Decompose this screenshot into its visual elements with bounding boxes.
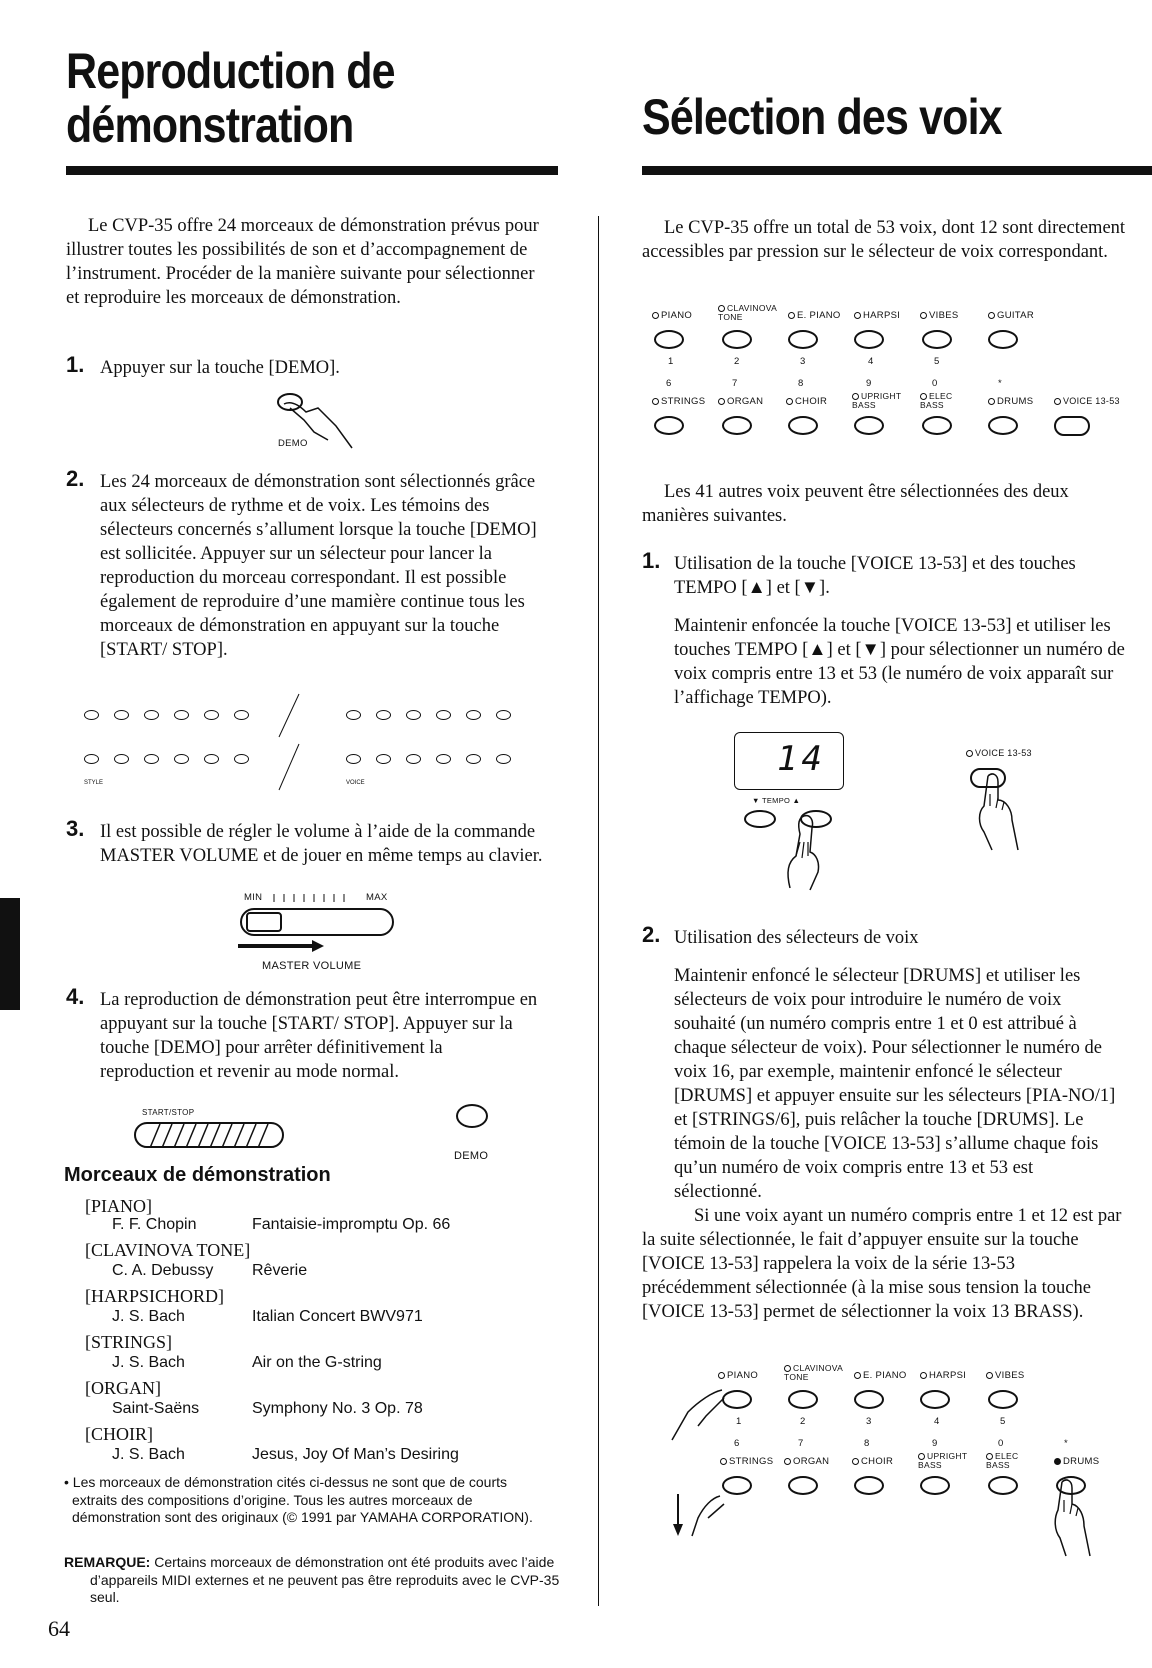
- voice-led-label: ELEC BASS: [986, 1451, 1019, 1470]
- right-title: Sélection des voix: [642, 89, 1002, 145]
- tempo-press-hand-icon: [776, 812, 836, 892]
- style-button[interactable]: [144, 754, 159, 764]
- song-piece: Symphony No. 3 Op. 78: [252, 1400, 423, 1417]
- voice-label: VOICE: [346, 780, 365, 786]
- style-button[interactable]: [234, 710, 249, 720]
- songs-note: • Les morceaux de démonstration cités ci-dessus ne sont que de courts extraits des compositions d’origine. Tous les autres morceaux de démonstration sont des originaux (© 1991 par YAMAHA CORPORATION).: [64, 1474, 533, 1525]
- volume-slider-knob[interactable]: [246, 912, 282, 932]
- voice-button[interactable]: [346, 754, 361, 764]
- voice-led-label: HARPSI: [854, 310, 900, 321]
- style-button[interactable]: [174, 754, 189, 764]
- led-indicator: [986, 1372, 993, 1379]
- voice-button[interactable]: [376, 710, 391, 720]
- voice-button[interactable]: [406, 754, 421, 764]
- song-composer: J. S. Bach: [112, 1354, 185, 1371]
- voice-led-label: VIBES: [986, 1370, 1025, 1381]
- volume-scale-ticks: [272, 894, 352, 904]
- left-title-line1: Reproduction de: [66, 43, 395, 99]
- method-1-title: Utilisation de la touche [VOICE 13-53] et des touches TEMPO [▲] et [▼].: [674, 554, 1076, 598]
- method-2-text-2: Si une voix ayant un numéro compris entre 1 et 12 est par la suite sélectionnée, le fait d’appuyer ensuite sur la touche [VOICE 13-53] rappelera la voix de la série 13-53 précédemment sélectionnée (à la mise sous tension la touche [VOICE 13-53] permet de sélectionner la voix 13 BRASS).: [642, 1206, 1122, 1322]
- voice-led-label: ORGAN: [784, 1456, 829, 1467]
- voice-number: 2: [734, 356, 740, 367]
- remark: [64, 1554, 570, 1607]
- song-category: [HARPSICHORD]: [85, 1286, 225, 1306]
- voice-number: 0: [932, 378, 938, 389]
- voice-button-strings[interactable]: [654, 416, 684, 435]
- demo-button-label: DEMO: [454, 1150, 489, 1162]
- voice-led-label: PIANO: [718, 1370, 758, 1381]
- step-3-number: 3.: [66, 816, 85, 841]
- voice-led-label: ORGAN: [718, 396, 763, 407]
- song-composer: C. A. Debussy: [112, 1262, 214, 1279]
- led-indicator: [652, 312, 659, 319]
- style-button[interactable]: [114, 710, 129, 720]
- led-indicator: [988, 312, 995, 319]
- finger-press-hand-icon: [668, 1378, 728, 1538]
- voice-button[interactable]: [496, 710, 511, 720]
- song-composer: J. S. Bach: [112, 1446, 185, 1463]
- voice-number: 5: [1000, 1416, 1006, 1427]
- demo-button[interactable]: [456, 1104, 488, 1128]
- song-category: [STRINGS]: [85, 1332, 173, 1352]
- voice-button-clavinova[interactable]: [722, 330, 752, 349]
- led-indicator: [788, 312, 795, 319]
- tempo-label: ▼ TEMPO ▲: [752, 796, 801, 805]
- step-1-number: 1.: [66, 352, 85, 377]
- left-title: [66, 44, 395, 152]
- song-piece: Fantaisie-impromptu Op. 66: [252, 1216, 451, 1233]
- method-1-text: Maintenir enfoncée la touche [VOICE 13-53] et utiliser les touches TEMPO [▲] et [▼] pour sélectionner un numéro de voix compris entre 13 et 53 (le numéro de voix apparaît sur l’affichage TEMPO).: [674, 616, 1125, 708]
- left-title-rule: [66, 166, 558, 175]
- page-number: 64: [48, 1616, 70, 1641]
- voice-number: 2: [800, 1416, 806, 1427]
- song-composer: F. F. Chopin: [112, 1216, 197, 1233]
- led-indicator: [920, 312, 927, 319]
- voice-led-label: UPRIGHT BASS: [918, 1451, 968, 1470]
- led-indicator: [986, 1453, 993, 1460]
- voice-led-label: E. PIANO: [854, 1370, 907, 1381]
- style-button[interactable]: [204, 710, 219, 720]
- voice-number: *: [998, 378, 1002, 389]
- start-stop-label: START/STOP: [142, 1108, 195, 1117]
- voice-button-elec-bass[interactable]: [922, 416, 952, 435]
- other-voices-text: Les 41 autres voix peuvent être sélectionnées des deux manières suivantes.: [642, 482, 1069, 526]
- voice-number: 6: [734, 1438, 740, 1449]
- step-2-number: 2.: [66, 466, 85, 491]
- voice-button[interactable]: [406, 710, 421, 720]
- voice-number: 7: [798, 1438, 804, 1449]
- voice-13-53-led-label: VOICE 13-53: [966, 748, 1032, 758]
- voice-number: 1: [736, 1416, 742, 1427]
- style-button[interactable]: [84, 710, 99, 720]
- method-2-title: Utilisation des sélecteurs de voix: [674, 928, 919, 948]
- songs-heading: Morceaux de démonstration: [64, 1164, 331, 1186]
- voice-button-harpsi[interactable]: [920, 1390, 950, 1409]
- master-volume-diagram: [236, 892, 406, 972]
- voice-button-elec-bass[interactable]: [988, 1476, 1018, 1495]
- drums-press-hand-icon: [1052, 1476, 1102, 1558]
- step-2-text: Les 24 morceaux de démonstration sont sélectionnés grâce aux sélecteurs de rythme et de voix. Les témoins des sélecteurs concernés s’allument lorsque la touche [DEMO] est sollicitée. Appuyer sur un sélecteur pour lancer la reproduction du morceau correspondant. Il est possible également de reproduire d’une mamière continue tous les morceaux de démonstration en appuyant sur la touche [START/ STOP].: [100, 472, 537, 660]
- led-indicator: [852, 393, 859, 400]
- style-label: STYLE: [84, 780, 104, 786]
- voice-led-label: PIANO: [652, 310, 692, 321]
- song-composer: Saint-Saëns: [112, 1400, 200, 1417]
- song-piece: Rêverie: [252, 1262, 308, 1279]
- voice-led-label: CHOIR: [786, 396, 827, 407]
- remark-text: Certains morceaux de démonstration ont été produits avec l’aide d’appareils MIDI externes et ne peuvent pas être reproduits avec le CVP-35 seul.: [90, 1554, 560, 1605]
- song-category: [ORGAN]: [85, 1378, 161, 1398]
- voice-number: 8: [798, 378, 804, 389]
- voice-number: 3: [800, 356, 806, 367]
- voice-number: 8: [864, 1438, 870, 1449]
- voice-press-hand-icon: [972, 770, 1032, 852]
- step-1-text: Appuyer sur la touche [DEMO].: [100, 358, 340, 378]
- led-indicator: [854, 312, 861, 319]
- voice-number: 5: [934, 356, 940, 367]
- voice-button-13-53[interactable]: [1054, 416, 1090, 436]
- song-category: [PIANO]: [85, 1196, 152, 1216]
- voice-led-label: STRINGS: [652, 396, 705, 407]
- volume-min-label: MIN: [244, 892, 263, 903]
- voice-button[interactable]: [346, 710, 361, 720]
- voice-led-label: E. PIANO: [788, 310, 841, 321]
- voice-number: 7: [732, 378, 738, 389]
- voice-led-label: ELEC BASS: [920, 391, 953, 410]
- right-title-rule: [642, 166, 1152, 175]
- style-button[interactable]: [174, 710, 189, 720]
- voice-button[interactable]: [466, 710, 481, 720]
- demo-selector-panel: [84, 692, 544, 792]
- demo-label: DEMO: [278, 438, 308, 449]
- led-indicator: [920, 393, 927, 400]
- voice-number: 4: [934, 1416, 940, 1427]
- voice-number: 9: [866, 378, 872, 389]
- voice-led-label: VIBES: [920, 310, 959, 321]
- led-indicator: [786, 398, 793, 405]
- voice-led-label: DRUMS: [988, 396, 1033, 407]
- step-4-number: 4.: [66, 984, 85, 1009]
- voice-button[interactable]: [466, 754, 481, 764]
- start-stop-button[interactable]: [134, 1122, 284, 1148]
- led-indicator: [854, 1372, 861, 1379]
- voice-led-label: VOICE 13-53: [1054, 396, 1120, 406]
- tempo-display-value: 14: [777, 739, 826, 779]
- song-category: [CHOIR]: [85, 1424, 153, 1444]
- led-indicator: [918, 1453, 925, 1460]
- voice-number: 9: [932, 1438, 938, 1449]
- remark-label: REMARQUE:: [64, 1554, 151, 1570]
- tempo-display: [734, 732, 844, 790]
- step-3-text: Il est possible de régler le volume à l’aide de la commande MASTER VOLUME et de jouer en même temps au clavier.: [100, 822, 543, 866]
- led-indicator: [718, 398, 725, 405]
- voice-led-label: CLAVINOVA TONE: [718, 303, 777, 322]
- voice-led-label: STRINGS: [720, 1456, 773, 1467]
- song-category: [CLAVINOVA TONE]: [85, 1240, 251, 1260]
- voice-led-label: GUITAR: [988, 310, 1034, 321]
- led-indicator: [920, 1372, 927, 1379]
- method-2-number: 2.: [642, 922, 661, 947]
- start-stop-hatch: [136, 1124, 284, 1148]
- voice-number: 3: [866, 1416, 872, 1427]
- style-button[interactable]: [114, 754, 129, 764]
- voice-button[interactable]: [496, 754, 511, 764]
- voice-button-organ[interactable]: [722, 416, 752, 435]
- voice-button-upright-bass[interactable]: [854, 416, 884, 435]
- voice-button-vibes[interactable]: [988, 1390, 1018, 1409]
- voice-panel-direct: [652, 304, 1152, 454]
- voice-button-guitar[interactable]: [988, 330, 1018, 349]
- volume-caption: MASTER VOLUME: [262, 960, 362, 972]
- led-indicator: [988, 398, 995, 405]
- voice-button-choir[interactable]: [854, 1476, 884, 1495]
- volume-arrow-icon: [236, 938, 326, 954]
- voice-button[interactable]: [436, 754, 451, 764]
- voice-button-epiano[interactable]: [854, 1390, 884, 1409]
- song-piece: Italian Concert BWV971: [252, 1308, 423, 1325]
- voice-button-epiano[interactable]: [788, 330, 818, 349]
- voice-button-organ[interactable]: [788, 1476, 818, 1495]
- voice-button-clavinova[interactable]: [788, 1390, 818, 1409]
- voice-number: 4: [868, 356, 874, 367]
- voice-button-choir[interactable]: [788, 416, 818, 435]
- voice-number: 0: [998, 1438, 1004, 1449]
- left-title-line2: démonstration: [66, 97, 354, 153]
- led-indicator: [1054, 398, 1061, 405]
- style-button[interactable]: [84, 754, 99, 764]
- voice-led-label: DRUMS: [1054, 1456, 1099, 1467]
- song-piece: Jesus, Joy Of Man’s Desiring: [252, 1446, 459, 1463]
- style-button[interactable]: [204, 754, 219, 764]
- volume-max-label: MAX: [366, 892, 388, 903]
- method-1-number: 1.: [642, 548, 661, 573]
- thumb-tab: [0, 898, 20, 1010]
- led-indicator: [652, 398, 659, 405]
- song-piece: Air on the G-string: [252, 1354, 382, 1371]
- voice-led-label: HARPSI: [920, 1370, 966, 1381]
- voice-button[interactable]: [436, 710, 451, 720]
- voice-button-upright-bass[interactable]: [920, 1476, 950, 1495]
- voice-button[interactable]: [376, 754, 391, 764]
- led-indicator: [852, 1458, 859, 1465]
- left-intro: Le CVP-35 offre 24 morceaux de démonstration prévus pour illustrer toutes les possibilités de son et d’accompagnement de l’instrument. Procéder de la manière suivante pour sélectionner et reproduire les morceaux de démonstration.: [66, 216, 539, 308]
- led-indicator: [784, 1365, 791, 1372]
- voice-button-piano[interactable]: [654, 330, 684, 349]
- style-button[interactable]: [144, 710, 159, 720]
- panel-divider: [274, 692, 304, 792]
- step-4-text: La reproduction de démonstration peut être interrompue en appuyant sur la touche [START/ STOP]. Appuyer sur la touche [DEMO] pour arrêter définitivement la reproduction et revenir au mode normal.: [100, 990, 538, 1082]
- led-indicator: [966, 750, 973, 757]
- voice-number: 6: [666, 378, 672, 389]
- voice-led-label: CLAVINOVA TONE: [784, 1363, 843, 1382]
- column-divider: [598, 216, 599, 1606]
- led-indicator: [718, 305, 725, 312]
- led-indicator: [784, 1458, 791, 1465]
- voice-button-drums[interactable]: [988, 416, 1018, 435]
- voice-led-label: CHOIR: [852, 1456, 893, 1467]
- song-composer: J. S. Bach: [112, 1308, 185, 1325]
- led-indicator-lit: [1054, 1458, 1061, 1465]
- style-button[interactable]: [234, 754, 249, 764]
- voice-number: *: [1064, 1438, 1068, 1449]
- right-intro: Le CVP-35 offre un total de 53 voix, dont 12 sont directement accessibles par pression sur le sélecteur de voix correspondant.: [642, 218, 1126, 262]
- voice-button-vibes[interactable]: [922, 330, 952, 349]
- voice-led-label: UPRIGHT BASS: [852, 391, 902, 410]
- voice-button-harpsi[interactable]: [854, 330, 884, 349]
- tempo-down-button[interactable]: [744, 810, 776, 828]
- voice-number: 1: [668, 356, 674, 367]
- method-2-text-1: Maintenir enfoncé le sélecteur [DRUMS] et utiliser les sélecteurs de voix pour introduire le numéro de voix souhaité (un numéro compris entre 1 et 0 est attribué à chaque sélecteur de voix). Pour sélectionner le numéro de voix 16, par exemple, maintenir enfoncé le sélecteur [DRUMS] et appuyer ensuite sur les sélecteurs [PIA-NO/1] et [STRINGS/6], puis relâcher la touche [DRUMS]. Le témoin de la touche [VOICE 13-53] s’allume chaque fois qu’un numéro de voix compris entre 13 et 53 est sélectionné.: [674, 966, 1116, 1202]
